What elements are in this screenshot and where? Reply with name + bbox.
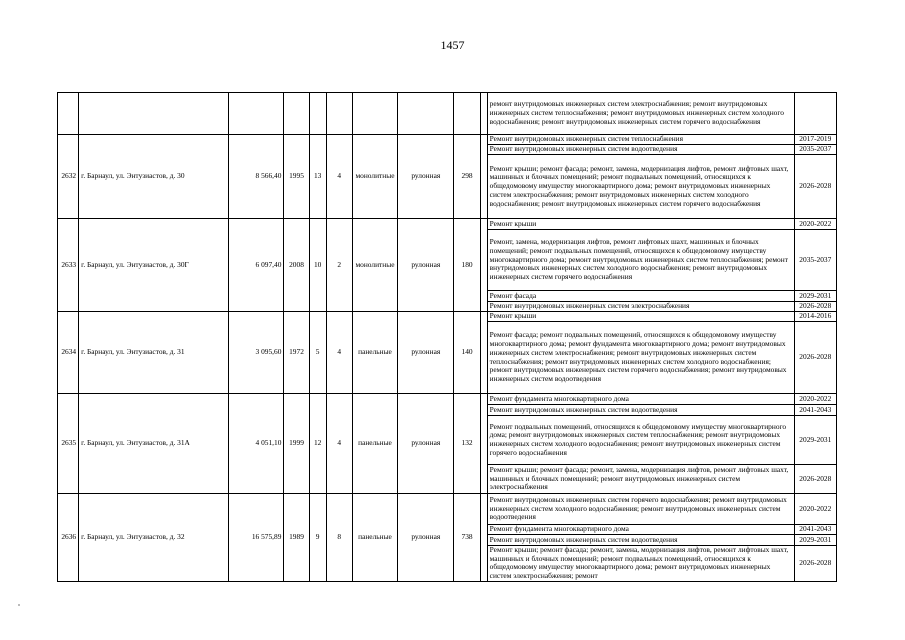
building-area: 3 095,60	[229, 312, 284, 394]
work-description: Ремонт крыши	[487, 219, 794, 230]
work-period: 2020-2022	[794, 394, 836, 405]
building-address: г. Барнаул, ул. Энтузиастов, д. 31	[79, 312, 229, 394]
building-floors: 10	[309, 219, 326, 312]
wall-material: монолитные	[352, 135, 397, 219]
repair-schedule-table	[57, 92, 837, 582]
roof-type: рулонная	[398, 219, 454, 312]
building-area: 4 051,10	[229, 394, 284, 494]
building-number: 2635	[58, 394, 79, 494]
work-period: 2014-2016	[794, 312, 836, 322]
work-period: 2026-2028	[794, 322, 836, 394]
building-floors: 12	[309, 394, 326, 494]
cont-empty-walls	[352, 93, 397, 135]
building-address: г. Барнаул, ул. Энтузиастов, д. 32	[79, 494, 229, 582]
apartment-count: 140	[454, 312, 480, 394]
apartment-count: 298	[454, 135, 480, 219]
roof-type: рулонная	[398, 312, 454, 394]
work-period: 2026-2028	[794, 302, 836, 312]
building-number: 2636	[58, 494, 79, 582]
narrow-column	[480, 494, 487, 582]
work-description: Ремонт крыши	[487, 312, 794, 322]
narrow-column	[480, 135, 487, 219]
building-year: 2008	[284, 219, 309, 312]
apartment-count: 180	[454, 219, 480, 312]
cont-empty-narrow	[480, 93, 487, 135]
cont-empty-apartments	[454, 93, 480, 135]
table-row	[58, 394, 837, 405]
cont-empty-period	[794, 93, 836, 135]
work-period: 2020-2022	[794, 494, 836, 525]
roof-type: рулонная	[398, 135, 454, 219]
continued-works-text: ремонт внутридомовых инженерных систем электроснабжения; ремонт внутридомовых инженерных систем теплоснабжения; ремонт внутридомовых инженерных систем холодного водоснабжения; ремонт внутридомовых инженерных систем горячего водоснабжения	[487, 93, 794, 135]
wall-material: панельные	[352, 494, 397, 582]
building-floors: 9	[309, 494, 326, 582]
building-year: 1995	[284, 135, 309, 219]
cont-empty-area	[229, 93, 284, 135]
work-period: 2020-2022	[794, 219, 836, 230]
work-description: Ремонт подвальных помещений, относящихся к общедомовому имуществу многоквартирного дома; ремонт внутридомовых инженерных систем теплоснабжения; ремонт внутридомовых инженерных систем холодного водоснабжения; ремонт внутридомовых инженерных систем горячего водоснабжения	[487, 416, 794, 465]
wall-material: монолитные	[352, 219, 397, 312]
continued-row	[58, 93, 837, 135]
building-address: г. Барнаул, ул. Энтузиастов, д. 31А	[79, 394, 229, 494]
work-period: 2029-2031	[794, 291, 836, 302]
work-description: Ремонт внутридомовых инженерных систем горячего водоснабжения; ремонт внутридомовых инженерных систем холодного водоснабжения; ремонт внутридомовых инженерных систем водоотведения	[487, 494, 794, 525]
work-period: 2029-2031	[794, 416, 836, 465]
work-description: Ремонт внутридомовых инженерных систем теплоснабжения	[487, 135, 794, 145]
building-year: 1999	[284, 394, 309, 494]
cont-empty-year	[284, 93, 309, 135]
building-area: 6 097,40	[229, 219, 284, 312]
wall-material: панельные	[352, 312, 397, 394]
scan-speck	[18, 604, 20, 606]
work-description: Ремонт внутридомовых инженерных систем водоотведения	[487, 145, 794, 155]
table-row	[58, 135, 837, 145]
work-description: Ремонт внутридомовых инженерных систем электроснабжения	[487, 302, 794, 312]
building-entrances: 8	[326, 494, 352, 582]
work-period: 2017-2019	[794, 135, 836, 145]
cont-empty-num	[58, 93, 79, 135]
building-entrances: 4	[326, 312, 352, 394]
building-year: 1972	[284, 312, 309, 394]
apartment-count: 738	[454, 494, 480, 582]
building-entrances: 4	[326, 135, 352, 219]
apartment-count: 132	[454, 394, 480, 494]
work-period: 2026-2028	[794, 465, 836, 494]
narrow-column	[480, 394, 487, 494]
work-description: Ремонт внутридомовых инженерных систем водоотведения	[487, 535, 794, 546]
building-address: г. Барнаул, ул. Энтузиастов, д. 30	[79, 135, 229, 219]
building-number: 2634	[58, 312, 79, 394]
wall-material: панельные	[352, 394, 397, 494]
work-description: Ремонт фундамента многоквартирного дома	[487, 525, 794, 535]
work-period: 2035-2037	[794, 145, 836, 155]
narrow-column	[480, 312, 487, 394]
building-entrances: 4	[326, 394, 352, 494]
narrow-column	[480, 219, 487, 312]
building-entrances: 2	[326, 219, 352, 312]
table-row	[58, 219, 837, 230]
building-number: 2632	[58, 135, 79, 219]
building-address: г. Барнаул, ул. Энтузиастов, д. 30Г	[79, 219, 229, 312]
building-number: 2633	[58, 219, 79, 312]
building-year: 1989	[284, 494, 309, 582]
work-period: 2029-2031	[794, 535, 836, 546]
cont-empty-roof	[398, 93, 454, 135]
work-period: 2041-2043	[794, 525, 836, 535]
work-description: Ремонт крыши; ремонт фасада; ремонт, замена, модернизация лифтов, ремонт лифтовых шахт, машинных и блочных помещений; ремонт внутридомовых инженерных систем электроснабжения	[487, 465, 794, 494]
building-area: 8 566,40	[229, 135, 284, 219]
cont-empty-address	[79, 93, 229, 135]
cont-empty-floors	[309, 93, 326, 135]
table-row	[58, 494, 837, 525]
building-floors: 13	[309, 135, 326, 219]
work-description: Ремонт, замена, модернизация лифтов, ремонт лифтовых шахт, машинных и блочных помещений; ремонт подвальных помещений, относящихся к общедомовому имуществу многоквартирного дома; ремонт внутридомовых инженерных систем теплоснабжения; ремонт внутридомовых инженерных систем холодного водоснабжения; ремонт внутридомовых инженерных систем горячего водоснабжения	[487, 230, 794, 291]
roof-type: рулонная	[398, 394, 454, 494]
building-area: 16 575,89	[229, 494, 284, 582]
work-description: Ремонт фундамента многоквартирного дома	[487, 394, 794, 405]
page-number: 1457	[440, 38, 465, 52]
building-floors: 5	[309, 312, 326, 394]
work-period: 2026-2028	[794, 155, 836, 219]
work-description: Ремонт внутридомовых инженерных систем водоотведения	[487, 405, 794, 416]
work-description: Ремонт фасада; ремонт подвальных помещений, относящихся к общедомовому имуществу многоквартирного дома; ремонт фундамента многоквартирного дома; ремонт внутридомовых инженерных систем электроснабжения; ремонт внутридомовых инженерных систем теплоснабжения; ремонт внутридомовых инженерных систем холодного водоснабжения; ремонт внутридомовых инженерных систем горячего водоснабжения; ремонт внутридомовых инженерных систем водоотведения	[487, 322, 794, 394]
work-description: Ремонт фасада	[487, 291, 794, 302]
roof-type: рулонная	[398, 494, 454, 582]
work-period: 2041-2043	[794, 405, 836, 416]
work-period: 2026-2028	[794, 546, 836, 582]
work-description: Ремонт крыши; ремонт фасада; ремонт, замена, модернизация лифтов, ремонт лифтовых шахт, машинных и блочных помещений; ремонт подвальных помещений, относящихся к общедомовому имуществу многоквартирного дома; ремонт внутридомовых инженерных систем электроснабжения; ремонт внутридомовых инженерных систем холодного водоснабжения; ремонт внутридомовых инженерных систем горячего водоснабжения	[487, 155, 794, 219]
work-period: 2035-2037	[794, 230, 836, 291]
work-description: Ремонт крыши; ремонт фасада; ремонт, замена, модернизация лифтов, ремонт лифтовых шахт, машинных и блочных помещений; ремонт подвальных помещений, относящихся к общедомовому имуществу многоквартирного дома; ремонт внутридомовых инженерных систем электроснабжения; ремонт	[487, 546, 794, 582]
cont-empty-entrances	[326, 93, 352, 135]
table-row	[58, 312, 837, 322]
